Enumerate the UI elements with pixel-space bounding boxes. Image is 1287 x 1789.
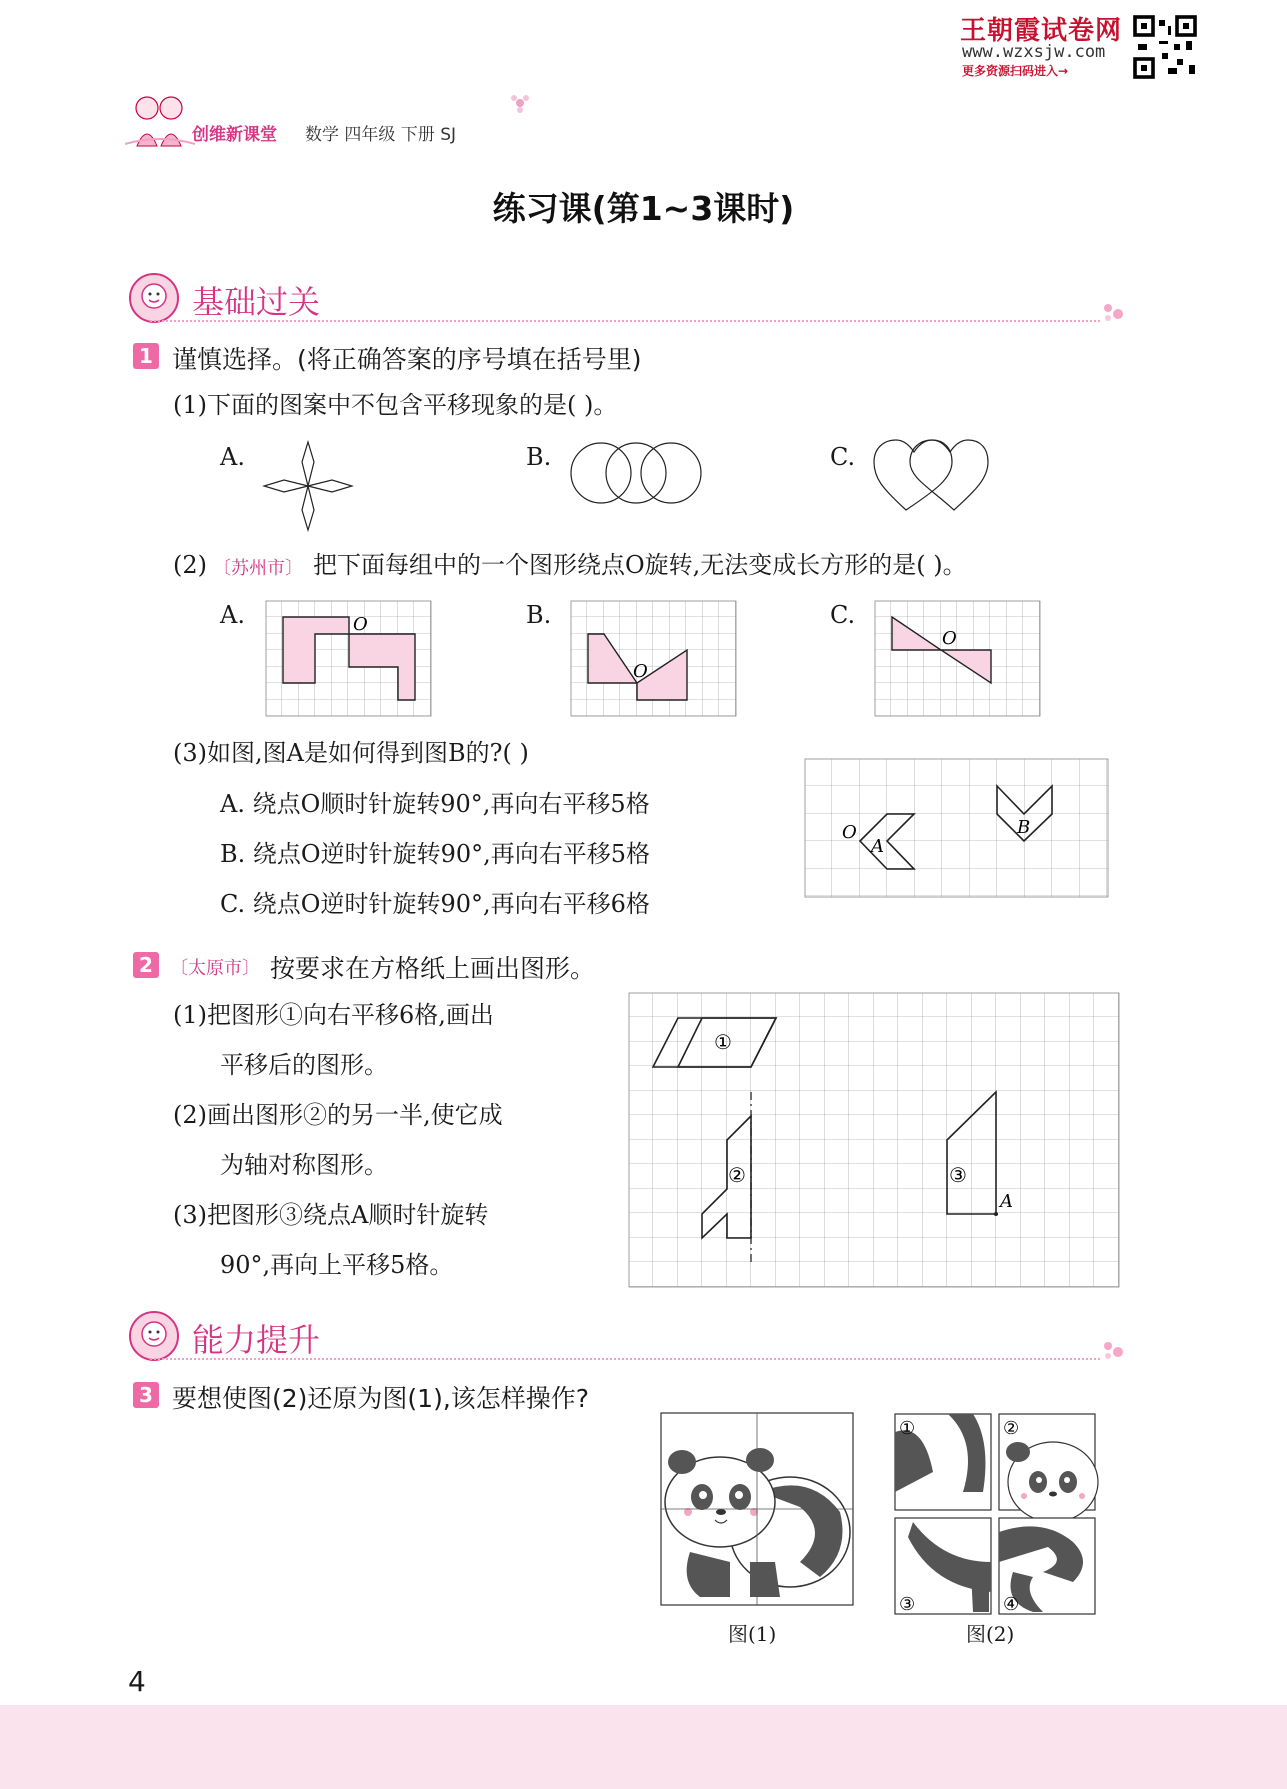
grid-figure-c [874,600,1044,718]
piece-2-label: ② [1003,1418,1020,1439]
grid-figure-a [265,600,435,718]
point-o-label: O [633,661,648,682]
book-series: 创维新课堂 [192,125,277,145]
brand-url[interactable]: www.wzxsjw.com [962,42,1106,62]
shape-2-label: ② [728,1163,746,1187]
section-mascot-icon [128,272,180,324]
sub-question-text: (3)如图,图A是如何得到图B的?( ) [173,739,529,767]
piece-1-label: ① [899,1418,916,1439]
question-number: 1 [133,343,159,369]
brand-scan-hint: 更多资源扫码进入→ [962,64,1069,78]
footer-band [0,1705,1287,1789]
task-line: 为轴对称图形。 [220,1151,388,1179]
brand-name: 王朝霞试卷网 [960,16,1123,46]
point-o-label: O [942,628,957,649]
shape-3-label: ③ [949,1163,967,1187]
book-info: 数学 四年级 下册 SJ [305,125,457,145]
section-heading-basic: 基础过关 [192,283,321,321]
option-c-text: C. 绕点O逆时针旋转90°,再向右平移6格 [220,890,650,918]
qr-code-icon[interactable] [1132,14,1198,80]
panda-figure-2-pieces [893,1412,1099,1616]
two-hearts-pattern [872,438,990,512]
region-tag: 〔太原市〕 [170,958,260,979]
section-mascot-icon [128,1310,180,1362]
flower-icon [505,88,535,118]
piece-4 [999,1518,1095,1615]
rotation-grid-figure [804,758,1112,900]
four-diamond-pattern [262,440,354,532]
question-text: 谨慎选择。(将正确答案的序号填在括号里) [172,345,642,374]
piece-2 [999,1414,1098,1522]
option-label-a: A. [220,601,245,629]
dots-decoration-icon [1102,302,1130,324]
task-line: (2)画出图形②的另一半,使它成 [173,1101,503,1129]
drawing-grid-paper[interactable] [628,992,1122,1292]
point-a-label: A [1000,1191,1013,1212]
question-number: 3 [133,1382,159,1408]
region-tag: 〔苏州市〕 [213,558,303,579]
dots-decoration-icon [1102,1340,1130,1362]
three-circles-pattern [568,440,704,506]
mascot-kids-icon [125,88,195,150]
sub-question-text: 把下面每组中的一个图形绕点O旋转,无法变成长方形的是( )。 [313,551,967,579]
figure-a-label: A [871,836,884,857]
option-label-c: C. [830,601,856,629]
question-text: 要想使图(2)还原为图(1),该怎样操作? [172,1384,590,1413]
panda-figure-1 [660,1412,856,1608]
page-number: 4 [128,1665,146,1698]
section-heading-advanced: 能力提升 [192,1321,321,1359]
option-label-a: A. [220,443,245,471]
question-number: 2 [133,952,159,978]
option-label-c: C. [830,443,856,471]
task-line: (1)把图形①向右平移6格,画出 [173,1001,494,1029]
piece-3-label: ③ [899,1594,916,1615]
option-b-text: B. 绕点O逆时针旋转90°,再向右平移5格 [220,840,651,868]
sub-question-prefix: (2) [173,551,207,579]
grid-figure-b [570,600,740,718]
sub-question-text: (1)下面的图案中不包含平移现象的是( )。 [173,391,618,419]
option-label-b: B. [526,601,552,629]
piece-4-label: ④ [1003,1594,1020,1615]
point-o-label: O [842,822,857,843]
option-label-b: B. [526,443,552,471]
piece-1 [895,1414,991,1510]
option-a-text: A. 绕点O顺时针旋转90°,再向右平移5格 [220,790,650,818]
question-text: 按要求在方格纸上画出图形。 [270,954,596,983]
point-o-label: O [353,614,368,635]
section-divider [150,1358,1100,1360]
piece-3 [895,1518,991,1615]
page-title: 练习课(第1~3课时) [492,189,795,228]
figure-b-label: B [1017,817,1031,838]
section-divider [150,320,1100,322]
task-line: 平移后的图形。 [220,1051,388,1079]
task-line: 90°,再向上平移5格。 [220,1251,454,1279]
task-line: (3)把图形③绕点A顺时针旋转 [173,1201,489,1229]
figure-1-caption: 图(1) [728,1622,777,1646]
figure-2-caption: 图(2) [966,1622,1015,1646]
shape-1-label: ① [714,1030,732,1054]
